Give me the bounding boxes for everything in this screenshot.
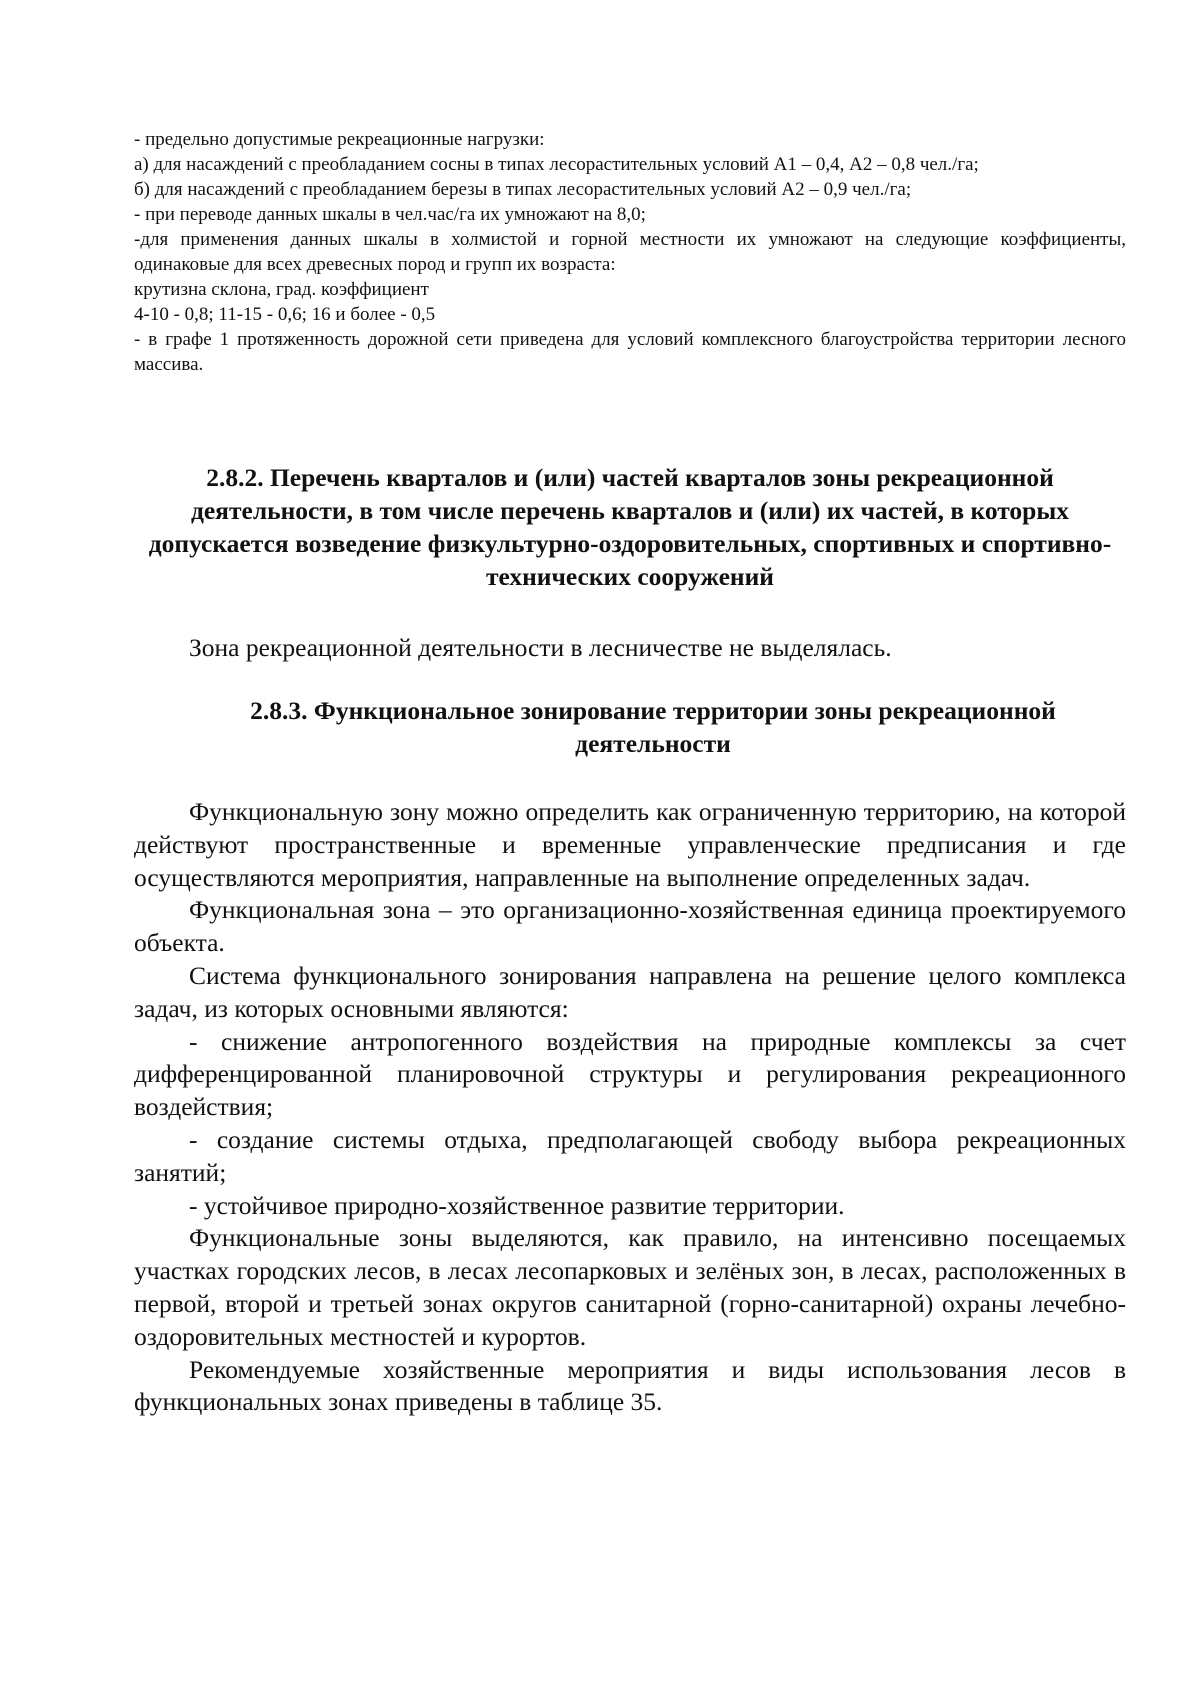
note-line: - предельно допустимые рекреационные нагрузки: xyxy=(134,129,545,150)
body-paragraph: - создание системы отдыха, предполагающей свободу выбора рекреационных занятий; xyxy=(134,1124,1126,1187)
note-line: крутизна склона, град. коэффициент xyxy=(134,279,429,300)
body-paragraph: Система функционального зонирования направлена на решение целого комплекса задач, из которых основными являются: xyxy=(134,960,1126,1023)
body-paragraph: Рекомендуемые хозяйственные мероприятия и виды использования лесов в функциональных зонах приведены в таблице 35. xyxy=(134,1354,1126,1417)
note-line: - в графе 1 протяженность дорожной сети приведена для условий комплексного благоустройства территории лесного массива. xyxy=(134,329,1126,375)
section-2-8-3-body xyxy=(134,796,1126,1419)
note-line: а) для насаждений с преобладанием сосны в типах лесорастительных условий А1 – 0,4, А2 – 0,8 чел./га; xyxy=(134,154,979,175)
note-line: 4-10 - 0,8; 11-15 - 0,6; 16 и более - 0,5 xyxy=(134,304,436,325)
body-paragraph: - снижение антропогенного воздействия на природные комплексы за счет дифференцированной планировочной структуры и регулирования рекреационного воздействия; xyxy=(134,1026,1126,1122)
body-paragraph: Функциональные зоны выделяются, как правило, на интенсивно посещаемых участках городских лесов, в лесах лесопарковых и зелёных зон, в лесах, расположенных в первой, второй и третьей зонах округов санитарной (горно-санитарной) охраны лечебно-оздоровительных местностей и курортов. xyxy=(134,1223,1126,1351)
note-line: б) для насаждений с преобладанием березы в типах лесорастительных условий А2 – 0,9 чел./га; xyxy=(134,179,912,200)
body-paragraph: Функциональную зону можно определить как ограниченную территорию, на которой действуют пространственные и временные управленческие предписания и где осуществляются мероприятия, направленные на выполнение определенных задач. xyxy=(134,797,1126,892)
body-paragraph: Функциональная зона – это организационно-хозяйственная единица проектируемого объекта. xyxy=(134,895,1126,958)
note-line: - при переводе данных шкалы в чел.час/га их умножают на 8,0; xyxy=(134,204,646,225)
body-paragraph: - устойчивое природно-хозяйственное развитие территории. xyxy=(189,1190,845,1220)
section-heading-2-8-2: 2.8.2. Перечень кварталов и (или) частей кварталов зоны рекреационной деятельности, в том числе перечень кварталов и (или) их частей, в которых допускается возведение физкультурно-оздоровительных, спортивных и спортивно-технических сооружений xyxy=(148,463,1112,591)
section-heading-2-8-3: 2.8.3. Функциональное зонирование территории зоны рекреационной деятельности xyxy=(250,696,1056,758)
note-line: -для применения данных шкалы в холмистой и горной местности их умножают на следующие коэффициенты, одинаковые для всех древесных пород и групп их возраста: xyxy=(134,229,1126,275)
table-notes xyxy=(134,127,1126,377)
section-2-8-2-text: Зона рекреационной деятельности в лесничестве не выделялась. xyxy=(189,633,892,662)
